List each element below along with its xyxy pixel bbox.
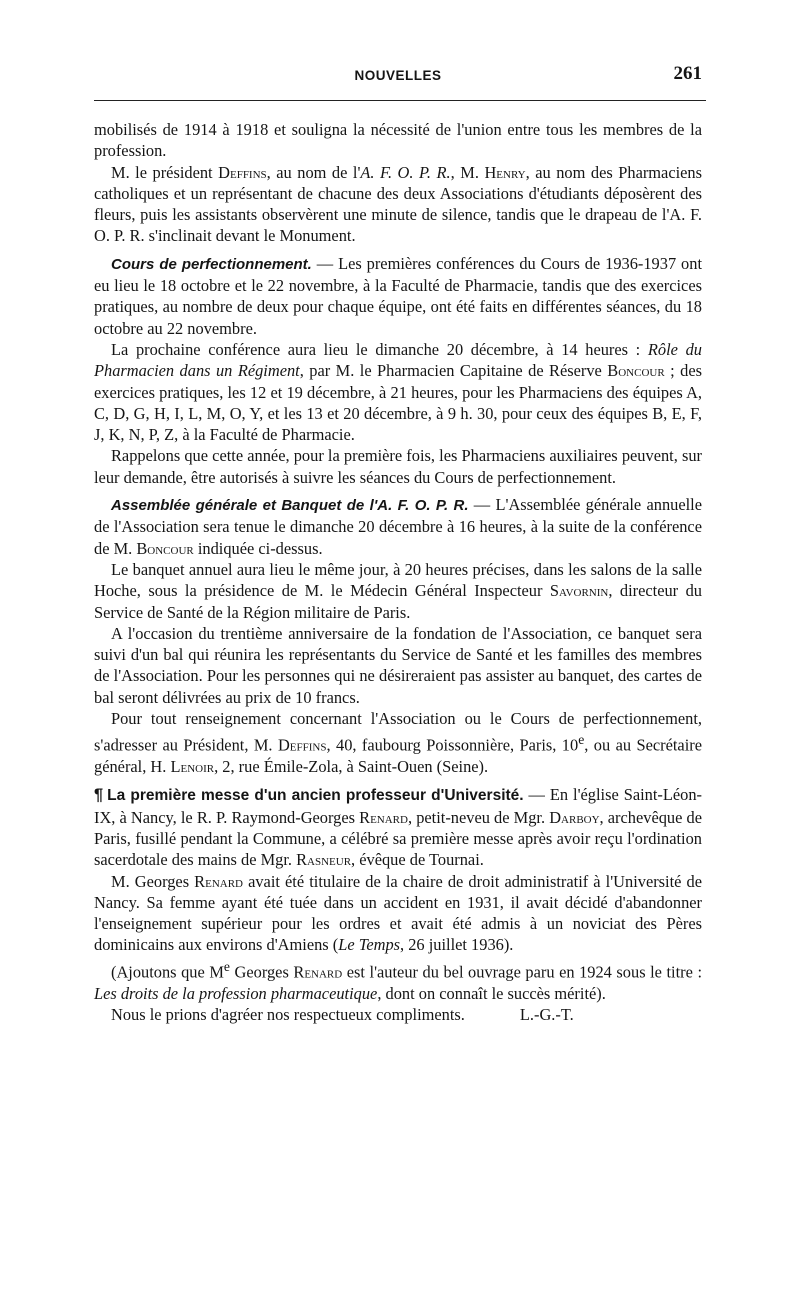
running-head: NOUVELLES [354, 68, 442, 83]
section-heading-messe: La première messe d'un ancien professeur d'Université. [107, 787, 524, 805]
paragraph-mobilises: mobilisés de 1914 à 1918 et souligna la nécessité de l'union entre tous les membres de la profession. [94, 120, 702, 161]
signature: L.-G.-T. [519, 1004, 574, 1024]
page-number: 261 [673, 63, 702, 84]
name-savornin: Savornin [549, 581, 609, 601]
article-body [94, 119, 702, 1025]
page-header [94, 63, 702, 92]
paragraph-president: M. le président Deffins, au nom de l'A. F. O. P. R., M. Henry, au nom des Pharmaciens catholiques et un représentant de chacune des deux Associations d'étudiants déposèrent des fleurs, puis les assistants observèrent une minute de silence, tandis que le drapeau de l'A. F. O. P. R. s'inclinait devant le Monument. [94, 162, 703, 246]
paragraph-ajoutons: (Ajoutons que Me Georges Renard est l'auteur du bel ouvrage paru en 1924 sous le titre : Les droits de la profession pharmaceutique, dont on connaît le succès mérité). [94, 958, 702, 1003]
paragraph-closing: Nous le prions d'agréer nos respectueux compliments. L.-G.-T. [111, 1004, 574, 1024]
paragraph-mark-icon: ¶ [94, 786, 104, 805]
name-renard: Renard [293, 962, 343, 982]
book-title: Les droits de la profession pharmaceutique [94, 983, 378, 1003]
name-renard: Renard [359, 807, 408, 827]
name-boncour: Boncour [136, 538, 194, 558]
name-rasneur: Rasneur [296, 850, 352, 870]
section-heading-cours: Cours de perfectionnement. [111, 255, 312, 273]
section-heading-assemblee: Assemblée générale et Banquet de l'A. F. O. P. R. [111, 497, 469, 515]
name-lenoir: Lenoir [170, 757, 215, 777]
name-boncour: Boncour [607, 361, 665, 381]
name-henry: Henry [484, 162, 526, 182]
lecture-title: Rôle du Pharmacien dans un Régiment [94, 339, 702, 381]
paragraph-assemblee: Assemblée générale et Banquet de l'A. F. O. P. R. — L'Assemblée générale annuelle de l'Association sera tenue le dimanche 20 décembre à 16 heures, à la suite de la conférence de M. Boncour indiquée ci-dessus. [94, 495, 702, 558]
name-darboy: Darboy [549, 807, 600, 827]
paragraph-banquet: Le banquet annuel aura lieu le même jour, à 20 heures précises, dans les salons de la salle Hoche, sous la présidence de M. le Médecin Général Inspecteur Savornin, directeur du Service de Santé de la Région militaire de Paris. [94, 559, 702, 622]
paragraph-georges-renard: M. Georges Renard avait été titulaire de la chaire de droit administratif à l'Université de Nancy. Sa femme ayant été tuée dans un accident en 1931, il avait décidé d'abandonner l'enseignement supérieur pour les ordres et avait été admis à un noviciat des Pères dominicains aux environs d'Amiens (Le Temps, 26 juillet 1936). [94, 871, 702, 955]
paragraph-prochaine-conference: La prochaine conférence aura lieu le dimanche 20 décembre, à 14 heures : Rôle du Pharmacien dans un Régiment, par M. le Pharmacien Capitaine de Réserve Boncour ; des exercices pratiques, les 12 et 19 décembre, à 21 heures, pour les Pharmaciens des équipes A, C, D, G, H, I, L, M, O, Y, et les 13 et 20 décembre, à 9 h. 30, pour ceux des équipes B, E, F, J, K, N, P, Z, à la Faculté de Pharmacie. [94, 339, 702, 445]
name-deffins: Deffins [277, 735, 327, 755]
paragraph-anniversaire: A l'occasion du trentième anniversaire de la fondation de l'Association, ce banquet sera suivi d'un bal qui réunira les représentants du Service de Santé et les familles des membres de l'Association. Pour les personnes qui ne désireraient pas assister au banquet, des cartes de bal seront délivrées au prix de 10 francs. [94, 623, 702, 707]
header-rule [94, 100, 706, 101]
paragraph-renseignement: Pour tout renseignement concernant l'Association ou le Cours de perfectionnement, s'adresser au Président, M. Deffins, 40, faubourg Poissonnière, Paris, 10e, ou au Secrétaire général, H. Lenoir, 2, rue Émile-Zola, à Saint-Ouen (Seine). [94, 709, 702, 777]
name-renard: Renard [194, 871, 243, 891]
paragraph-cours: Cours de perfectionnement. — Les premières conférences du Cours de 1936-1937 ont eu lieu le 18 octobre et le 22 novembre, à la Faculté de Pharmacie, tandis que des exercices pratiques, au nombre de deux pour chaque équipe, ont été faits en différentes séances, du 18 octobre au 22 novembre. [94, 253, 703, 338]
journal-title: Le Temps [338, 935, 401, 955]
name-deffins: Deffins [218, 162, 267, 182]
abbrev-afopr: A. F. O. P. R. [360, 162, 451, 182]
paragraph-premiere-messe: ¶ La première messe d'un ancien professeur d'Université. — En l'église Saint-Léon-IX, à Nancy, le R. P. Raymond-Georges Renard, petit-neveu de Mgr. Darboy, archevêque de Paris, fusillé pendant la Commune, a célébré sa première messe après avoir reçu l'ordination sacerdotale des mains de Mgr. Rasneur, évêque de Tournai. [94, 785, 702, 870]
paragraph-rappelons: Rappelons que cette année, pour la première fois, les Pharmaciens auxiliaires peuvent, sur leur demande, être autorisés à suivre les séances du Cours de perfectionnement. [94, 446, 702, 487]
